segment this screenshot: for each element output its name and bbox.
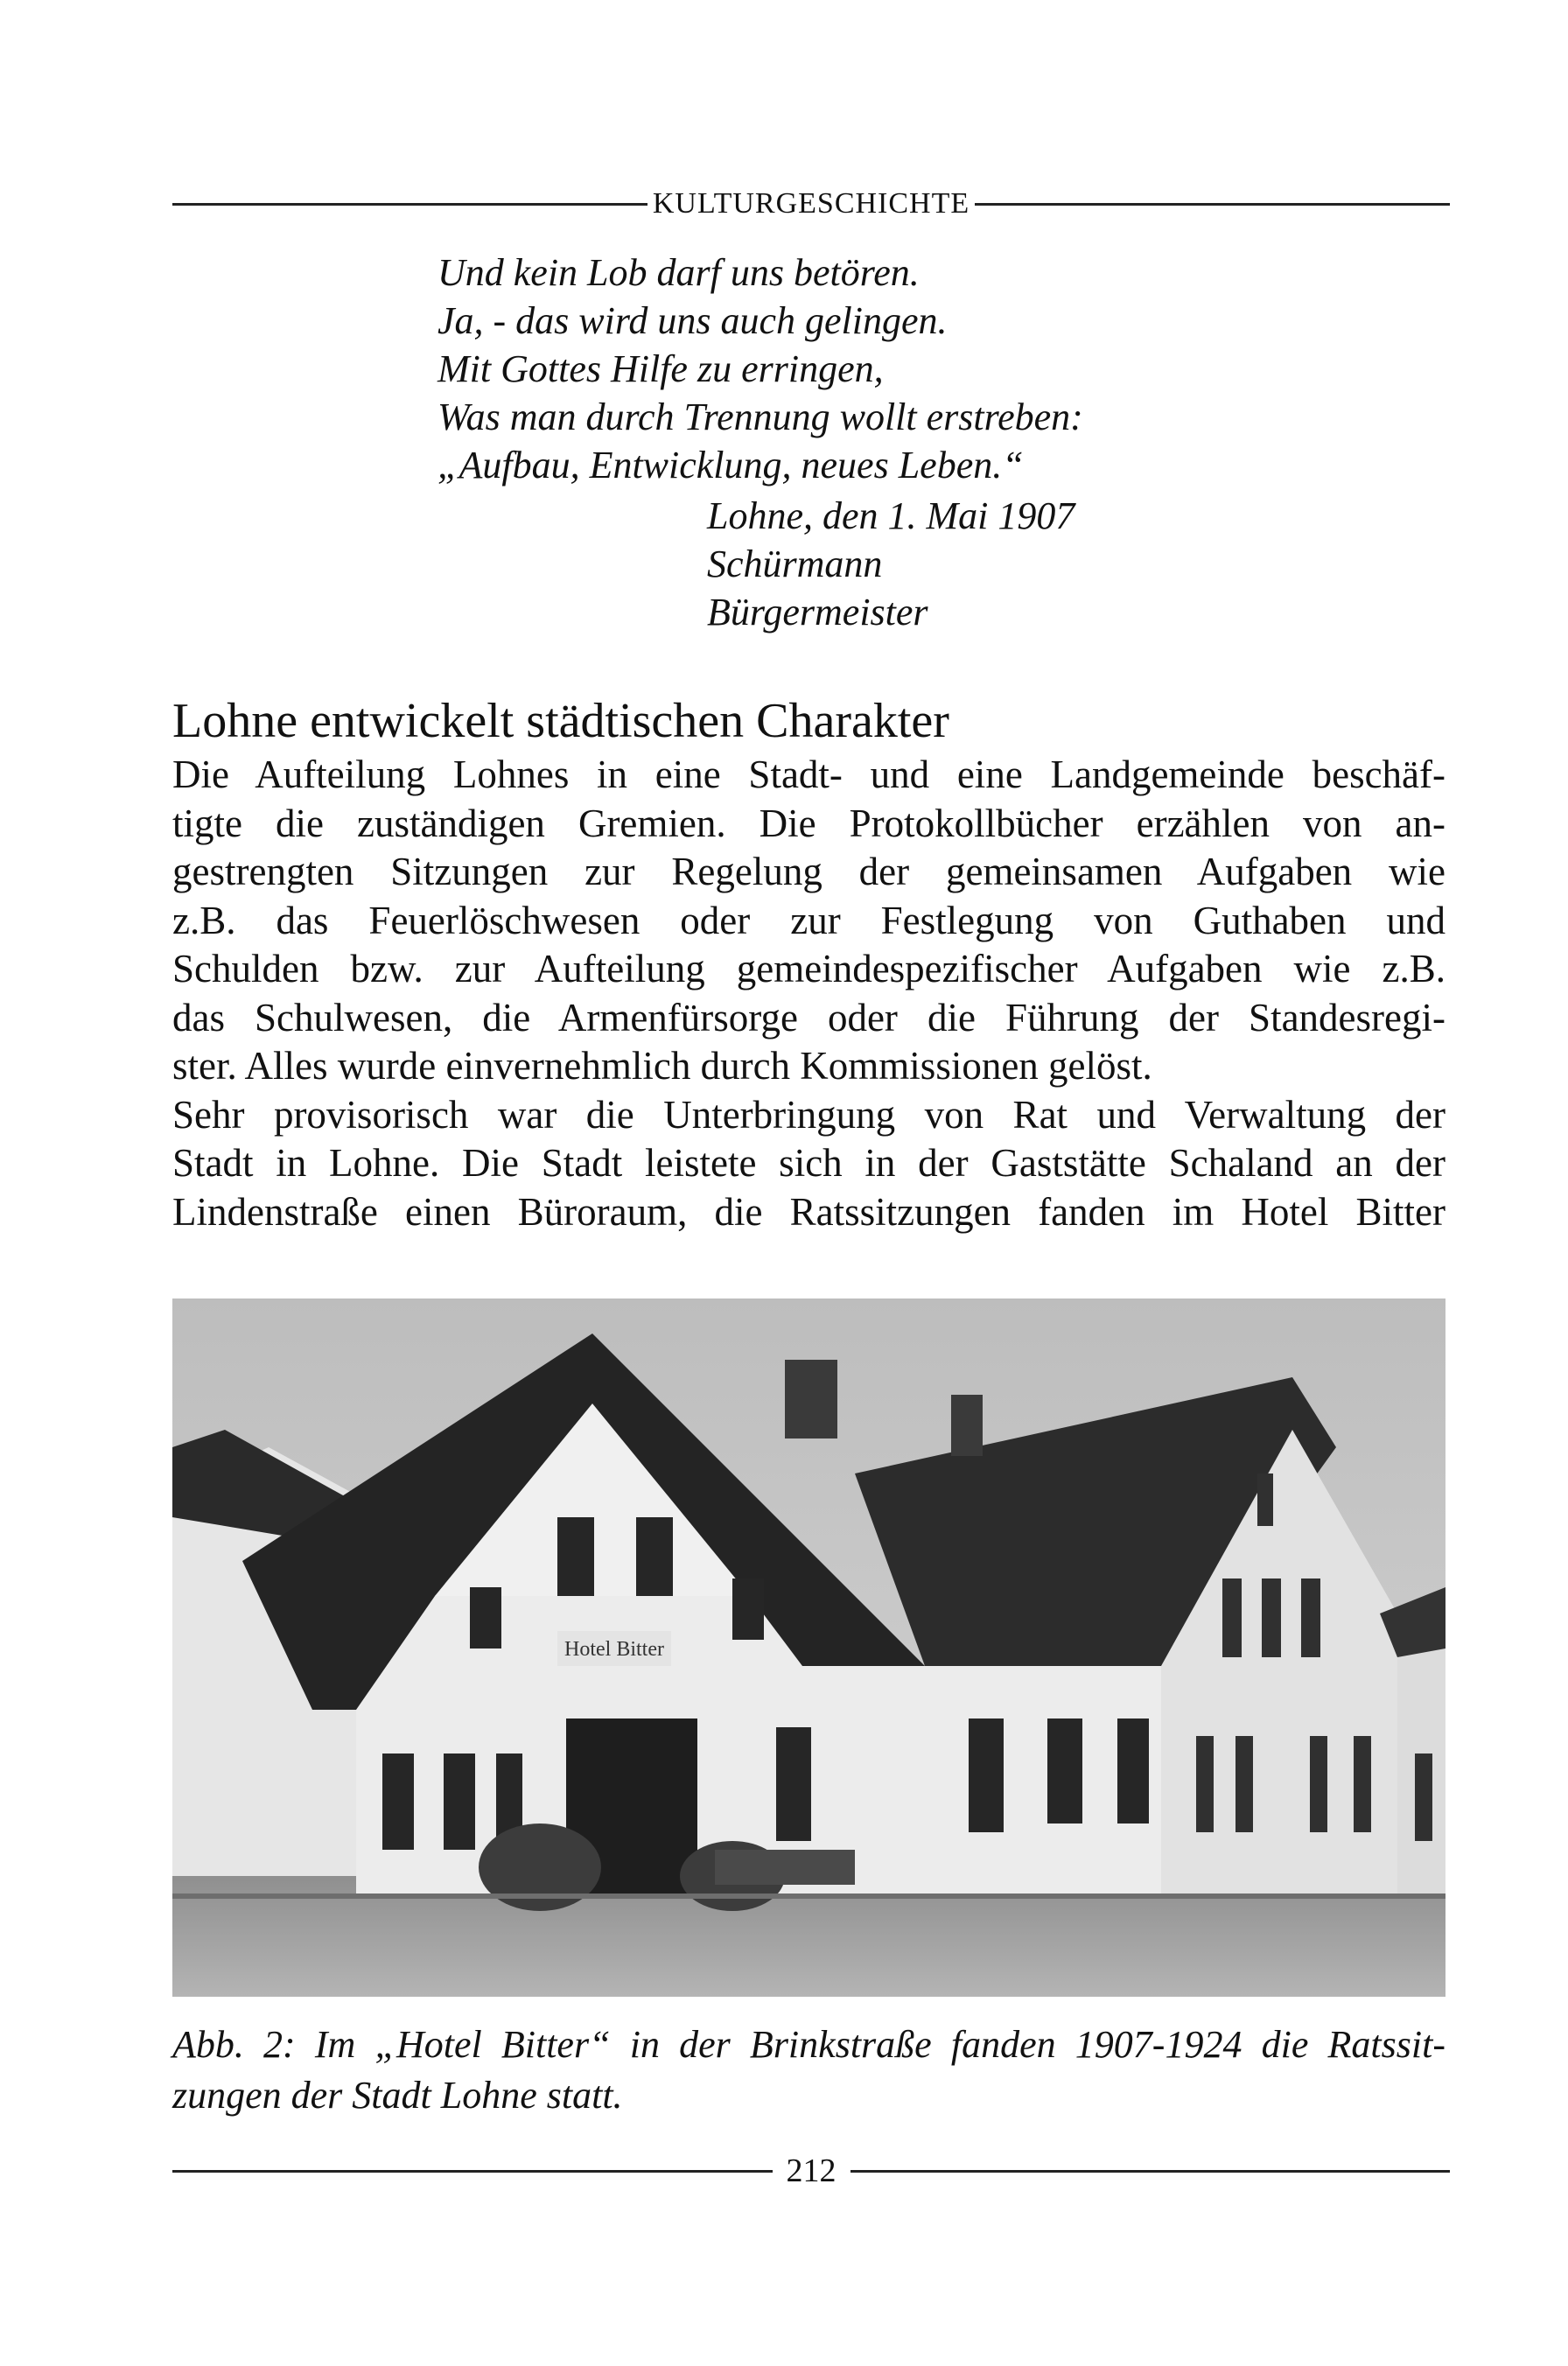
body-line: Schulden bzw. zur Aufteilung gemeindespezifischer Aufgaben wie z.B. bbox=[172, 947, 1446, 990]
footer-rule-left bbox=[172, 2170, 773, 2173]
signature-name: Schürmann bbox=[707, 542, 883, 585]
poem-signature bbox=[707, 492, 1074, 636]
body-line: Lindenstraße einen Büroraum, die Ratssitzungen fanden im Hotel Bitter bbox=[172, 1189, 1446, 1234]
figure-caption bbox=[172, 2020, 1446, 2121]
body-line: z.B. das Feuerlöschwesen oder zur Festlegung von Guthaben und bbox=[172, 898, 1446, 942]
body-line: Sehr provisorisch war die Unterbringung von Rat und Verwaltung der bbox=[172, 1092, 1446, 1137]
signature-place-date: Lohne, den 1. Mai 1907 bbox=[707, 494, 1075, 537]
signature-office: Bürgermeister bbox=[707, 591, 928, 634]
running-header bbox=[172, 182, 1450, 226]
poem-line: „Aufbau, Entwicklung, neues Leben.“ bbox=[438, 444, 1024, 486]
hotel-bitter-photo bbox=[172, 1298, 1446, 1997]
header-rule-right bbox=[975, 203, 1450, 206]
poem bbox=[438, 248, 1452, 489]
poem-line: Was man durch Trennung wollt erstreben: bbox=[438, 396, 1083, 438]
header-rule-left bbox=[172, 203, 648, 206]
body-line: ster. Alles wurde einvernehmlich durch Kommissionen gelöst. bbox=[172, 1044, 1152, 1088]
section-heading: Lohne entwickelt städtischen Charakter bbox=[172, 694, 949, 748]
page-number: 212 bbox=[786, 2152, 836, 2189]
poem-line: Ja, - das wird uns auch gelingen. bbox=[438, 299, 948, 342]
hotel-sign-text: Hotel Bitter bbox=[564, 1638, 664, 1661]
footer-rule-right bbox=[850, 2170, 1451, 2173]
poem-line: Mit Gottes Hilfe zu erringen, bbox=[438, 347, 884, 390]
running-title: KULTURGESCHICHTE bbox=[652, 187, 970, 220]
poem-line: Und kein Lob darf uns betören. bbox=[438, 251, 920, 294]
body-line: das Schulwesen, die Armenfürsorge oder die Führung der Standesregi- bbox=[172, 995, 1446, 1040]
caption-line: zungen der Stadt Lohne statt. bbox=[172, 2074, 623, 2117]
body-line: Stadt in Lohne. Die Stadt leistete sich in der Gaststätte Schaland an der bbox=[172, 1141, 1446, 1185]
body-line: Die Aufteilung Lohnes in eine Stadt- und eine Landgemeinde beschäf- bbox=[172, 752, 1446, 796]
body-line: gestrengten Sitzungen zur Regelung der gemeinsamen Aufgaben wie bbox=[172, 850, 1446, 893]
caption-line: Abb. 2: Im „Hotel Bitter“ in der Brinkstraße fanden 1907-1924 die Ratssit- bbox=[172, 2023, 1446, 2066]
body-line: tigte die zuständigen Gremien. Die Protokollbücher erzählen von an- bbox=[172, 801, 1446, 845]
photo-illustration bbox=[172, 1298, 1446, 1997]
page-footer bbox=[172, 2149, 1450, 2193]
body-text bbox=[172, 751, 1446, 1236]
